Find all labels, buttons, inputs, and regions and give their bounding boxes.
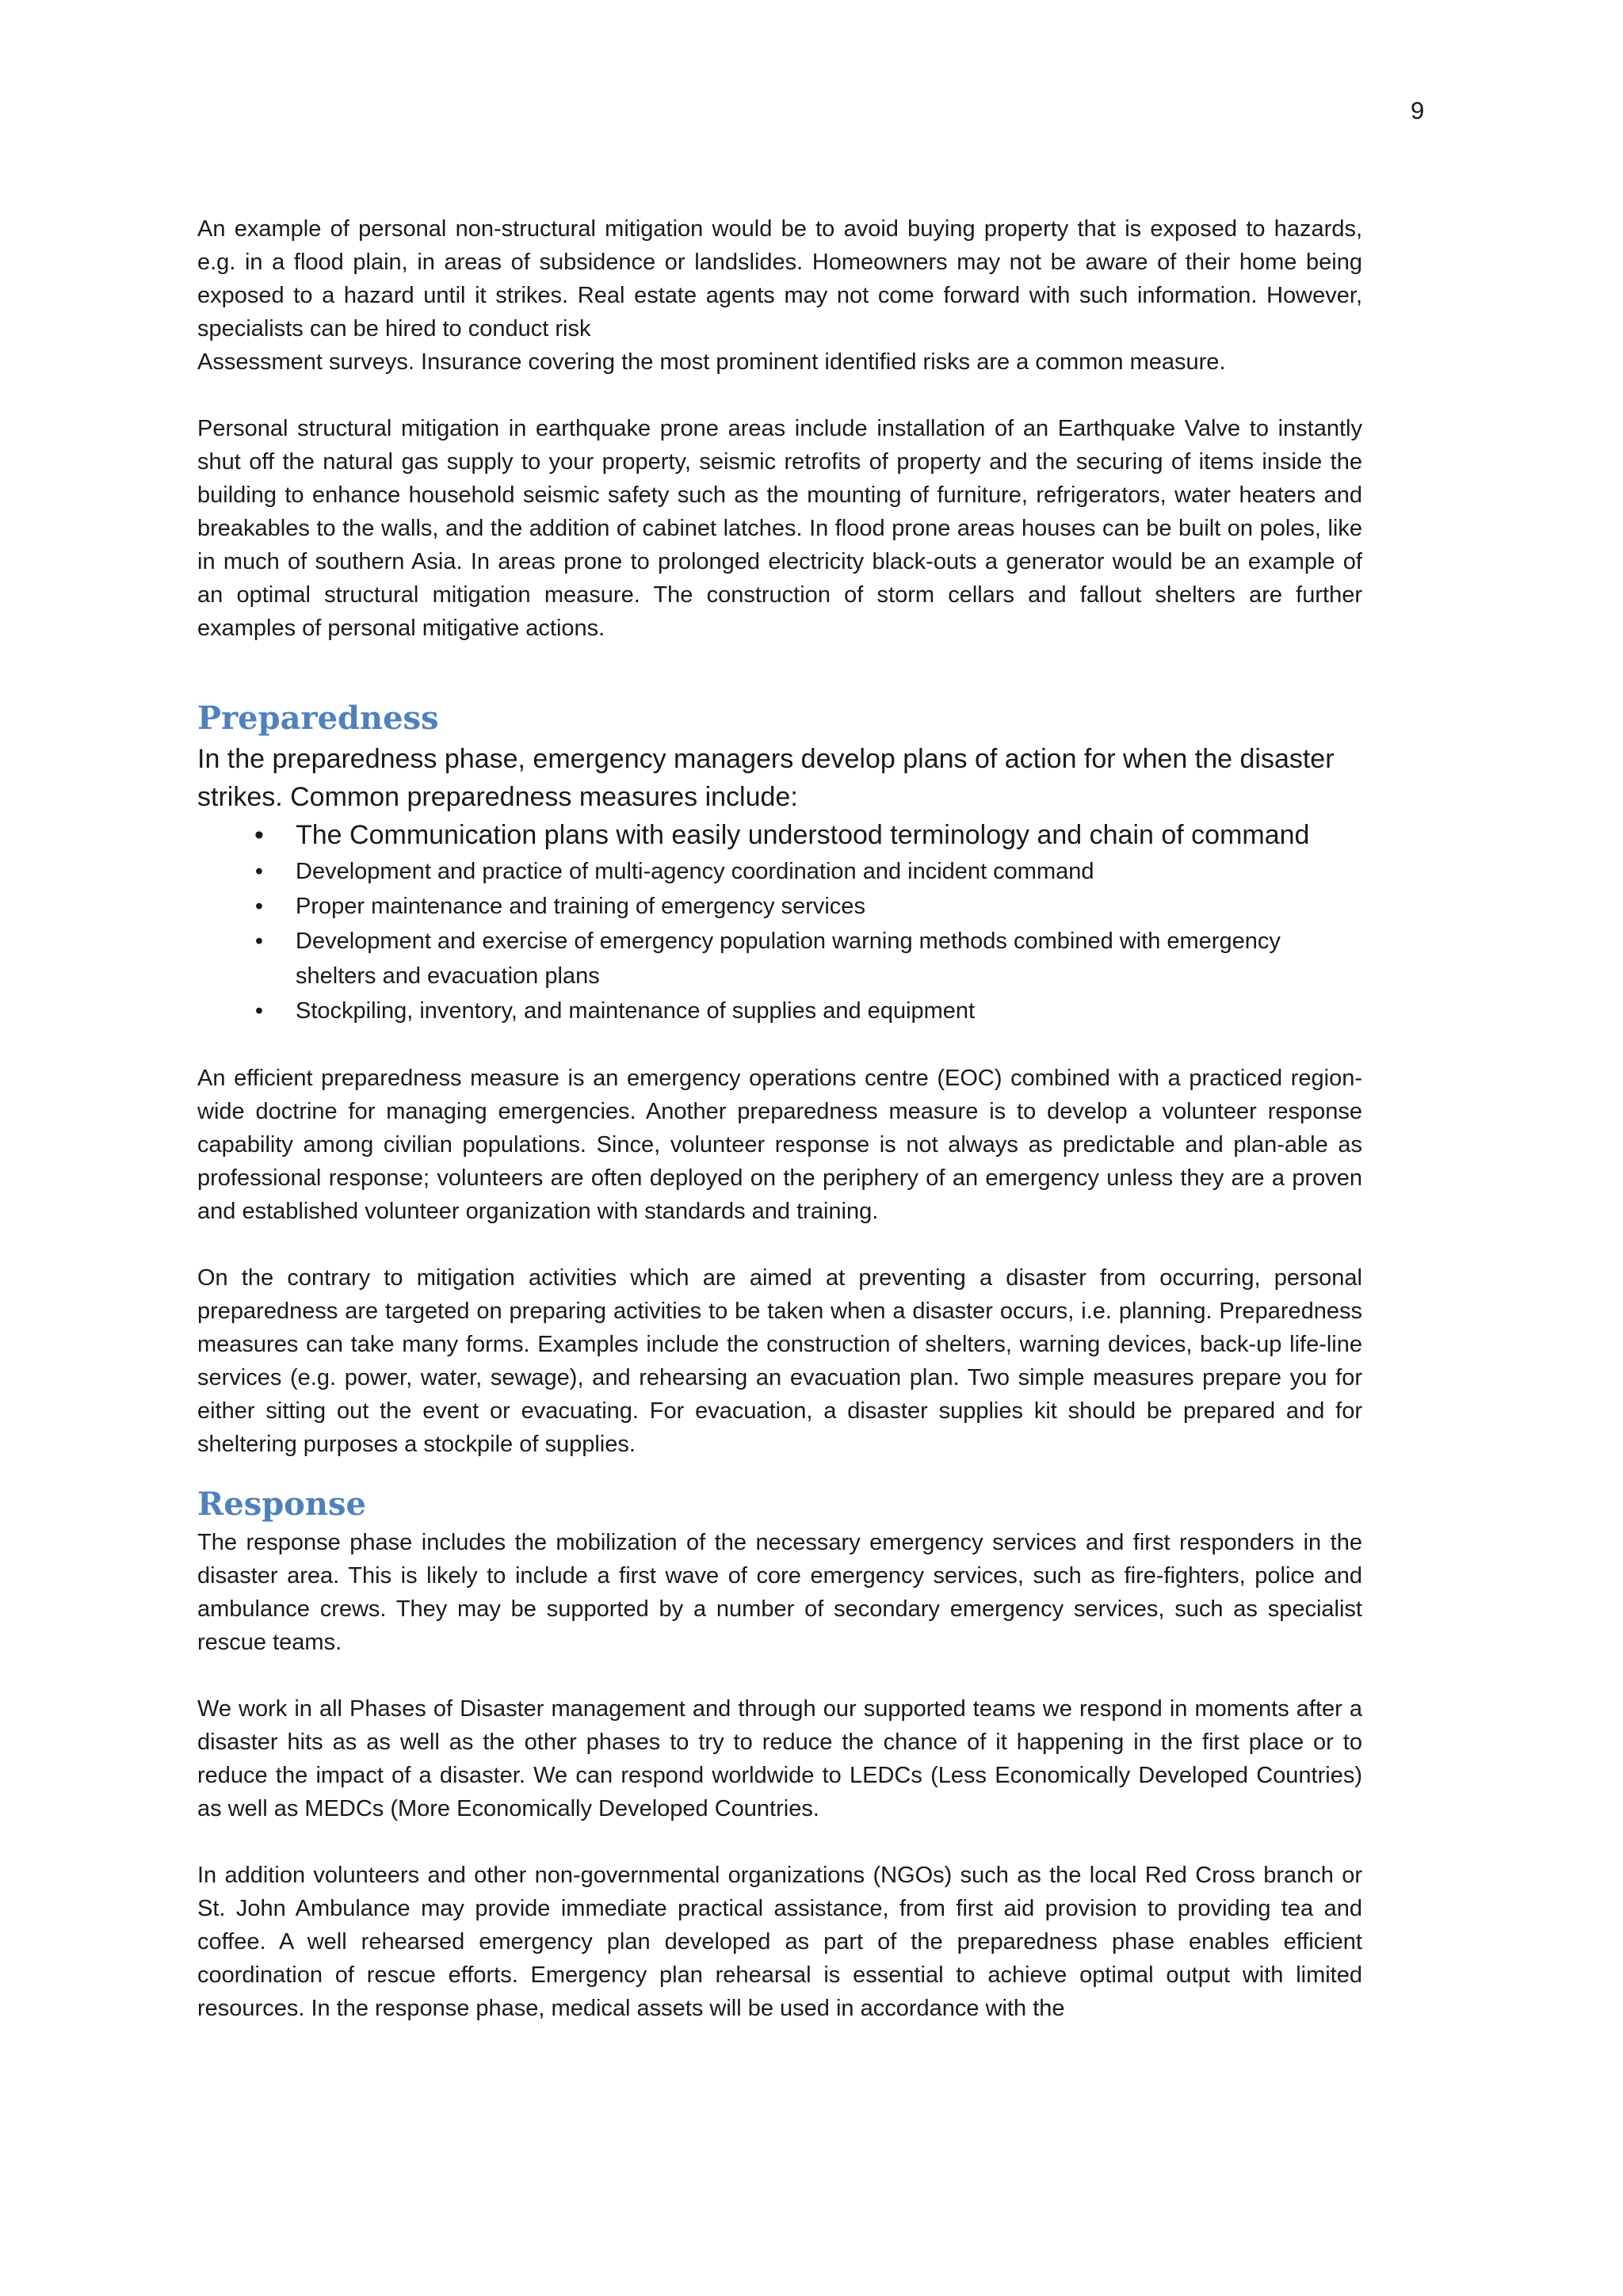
list-item-text: The Communication plans with easily understood terminology and chain of command <box>296 820 1310 850</box>
bullet-icon: • <box>254 998 264 1024</box>
page-number: 9 <box>1411 97 1425 124</box>
response-paragraph-1: The response phase includes the mobilization of the necessary emergency services and first responders in the disaster area. This is likely to include a first wave of core emergency services, such as fire-fighters, police and ambulance crews. They may be supported by a number of secondary emergency services, such as specialist rescue teams. <box>197 1530 1362 1655</box>
bullet-icon: • <box>254 929 264 954</box>
list-item-text: Proper maintenance and training of emergency services <box>296 894 865 919</box>
list-item-text: Development and exercise of emergency population warning methods combined with emergency shelters and evacuation plans <box>296 929 1281 989</box>
list-item-text: Stockpiling, inventory, and maintenance of supplies and equipment <box>296 998 976 1024</box>
list-item <box>254 816 1362 854</box>
mitigation-paragraph-1-line-1: An example of personal non-structural mitigation would be to avoid buying property that is exposed to hazards, e.g. in a flood plain, in areas of subsidence or landslides. Homeowners may not be aware of their home being exposed to a hazard until it strikes. Real estate agents may not come forward with such information. However, specialists can be hired to conduct risk <box>197 216 1362 341</box>
document-body <box>197 212 1362 2025</box>
bullet-icon: • <box>254 820 264 850</box>
bullet-icon: • <box>254 894 264 919</box>
list-item-text: Development and practice of multi-agency coordination and incident command <box>296 859 1094 884</box>
preparedness-paragraph-1: An efficient preparedness measure is an emergency operations centre (EOC) combined with a practiced region-wide doctrine for managing emergencies. Another preparedness measure is to develop a volunteer response capability among civilian populations. Since, volunteer response is not always as predictable and plan-able as professional response; volunteers are often deployed on the periphery of an emergency unless they are a proven and established volunteer organization with standards and training. <box>197 1066 1362 1224</box>
mitigation-paragraph-1-line-2: Assessment surveys. Insurance covering the most prominent identified risks are a common measure. <box>197 349 1226 375</box>
preparedness-paragraph-2: On the contrary to mitigation activities which are aimed at preventing a disaster from occurring, personal preparedness are targeted on preparing activities to be taken when a disaster occurs, i.e. planning. Preparedness measures can take many forms. Examples include the construction of shelters, warning devices, back-up life-line services (e.g. power, water, sewage), and rehearsing an evacuation plan. Two simple measures prepare you for either sitting out the event or evacuating. For evacuation, a disaster supplies kit should be prepared and for sheltering purposes a stockpile of supplies. <box>197 1265 1362 1457</box>
response-paragraph-3: In addition volunteers and other non-governmental organizations (NGOs) such as the local Red Cross branch or St. John Ambulance may provide immediate practical assistance, from first aid provision to providing tea and coffee. A well rehearsed emergency plan developed as part of the preparedness phase enables efficient coordination of rescue efforts. Emergency plan rehearsal is essential to achieve optimal output with limited resources. In the response phase, medical assets will be used in accordance with the <box>197 1863 1362 2021</box>
response-heading: Response <box>197 1486 366 1523</box>
response-paragraph-2: We work in all Phases of Disaster management and through our supported teams we respond in moments after a disaster hits as as well as the other phases to try to reduce the chance of it happening in the first place or to reduce the impact of a disaster. We can respond worldwide to LEDCs (Less Economically Developed Countries) as well as MEDCs (More Economically Developed Countries. <box>197 1696 1362 1821</box>
list-item <box>254 994 1362 1028</box>
preparedness-measures-list <box>197 816 1362 1028</box>
bullet-icon: • <box>254 859 264 884</box>
preparedness-heading: Preparedness <box>197 700 439 737</box>
preparedness-intro: In the preparedness phase, emergency managers develop plans of action for when the disaster strikes. Common preparedness measures include: <box>197 744 1335 812</box>
list-item <box>254 924 1362 994</box>
list-item <box>254 889 1362 924</box>
mitigation-paragraph-1 <box>197 212 1362 379</box>
mitigation-paragraph-2: Personal structural mitigation in earthquake prone areas include installation of an Earthquake Valve to instantly shut off the natural gas supply to your property, seismic retrofits of property and the securing of items inside the building to enhance household seismic safety such as the mounting of furniture, refrigerators, water heaters and breakables to the walls, and the addition of cabinet latches. In flood prone areas houses can be built on poles, like in much of southern Asia. In areas prone to prolonged electricity black-outs a generator would be an example of an optimal structural mitigation measure. The construction of storm cellars and fallout shelters are further examples of personal mitigative actions. <box>197 416 1362 641</box>
list-item <box>254 854 1362 889</box>
